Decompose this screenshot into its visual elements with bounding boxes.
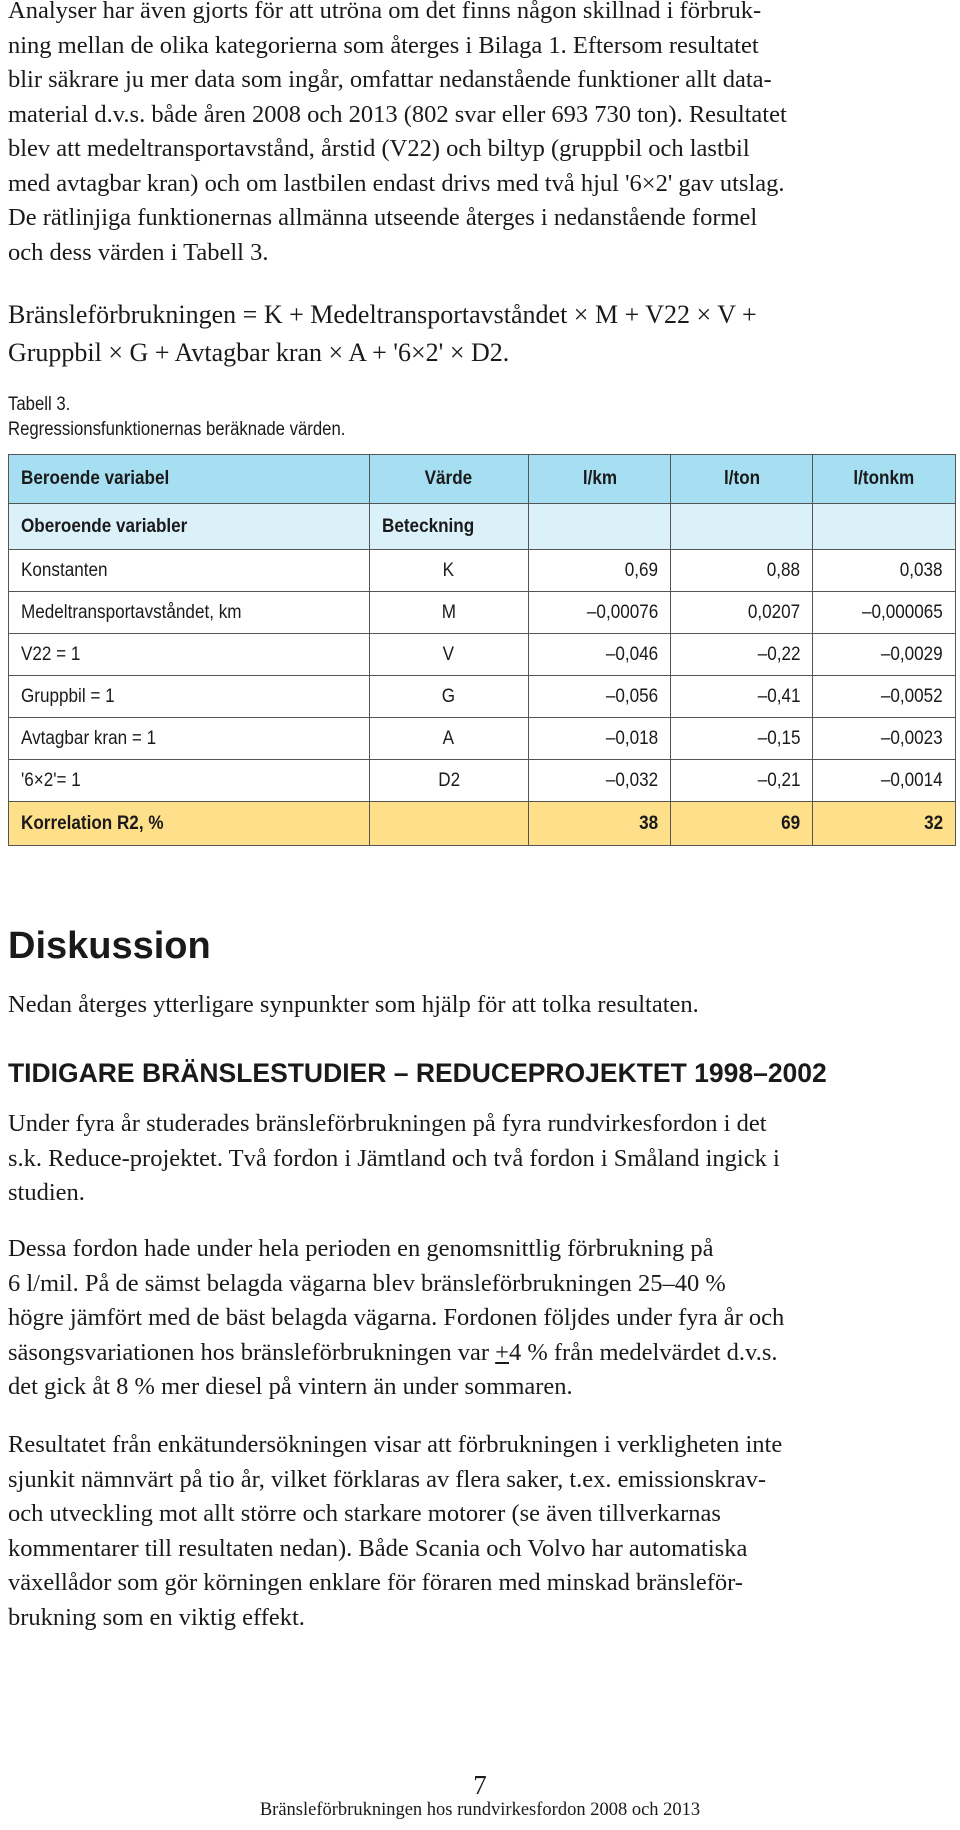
- table-row: [9, 634, 956, 676]
- paragraph-line: brukning som en viktig effekt.: [8, 1603, 305, 1631]
- footer-cell: 32: [813, 802, 956, 846]
- table-cell: 0,0207: [671, 592, 813, 634]
- subheader-cell: [813, 504, 956, 550]
- subsection-heading: TIDIGARE BRÄNSLESTUDIER – REDUCEPROJEKTET 1998–2002: [8, 1058, 827, 1088]
- table-cell: –0,21: [671, 760, 813, 802]
- footer-cell: Korrelation R2, %: [9, 802, 370, 846]
- footer-cell: [369, 802, 528, 846]
- paragraph-line: och utveckling mot allt större och starkare motorer (se även tillverkarnas: [8, 1500, 721, 1527]
- page-footer-title: Bränsleförbrukningen hos rundvirkesfordon 2008 och 2013: [259, 1800, 701, 1820]
- header-cell: Beroende variabel: [9, 455, 370, 504]
- table-cell: –0,0023: [813, 718, 956, 760]
- table-cell: –0,41: [671, 676, 813, 718]
- table-cell: –0,0029: [813, 634, 956, 676]
- formula-line-2: Gruppbil × G + Avtagbar kran × A + '6×2' × D2.: [8, 338, 510, 367]
- reduce-paragraph-2: [8, 1232, 948, 1405]
- footer-cell: 38: [529, 802, 671, 846]
- table-cell: –0,018: [529, 718, 671, 760]
- paragraph-line: det gick åt 8 % mer diesel på vintern än under sommaren.: [8, 1373, 573, 1400]
- table-cell: 0,88: [671, 550, 813, 592]
- paragraph-line: 6 l/mil. På de sämst belagda vägarna blev bränsleförbrukningen 25–40 %: [8, 1269, 726, 1297]
- discussion-heading: Diskussion: [8, 925, 211, 967]
- paragraph-line: [8, 1336, 948, 1371]
- table-caption-label: Tabell 3.: [8, 394, 71, 415]
- intro-line: och dess värden i Tabell 3.: [8, 238, 269, 266]
- paragraph-line: s.k. Reduce-projektet. Två fordon i Jämtland och två fordon i Småland ingick i: [8, 1144, 780, 1172]
- discussion-text: Nedan återges ytterligare synpunkter som hjälp för att tolka resultaten.: [8, 991, 699, 1018]
- paragraph-line: högre jämfört med de bäst belagda vägarna. Fordonen följdes under fyra år och: [8, 1304, 785, 1331]
- table-cell: V22 = 1: [9, 634, 370, 676]
- subheader-cell: [529, 504, 671, 550]
- table-cell: A: [369, 718, 528, 760]
- subheader-cell: Beteckning: [369, 504, 528, 550]
- table-cell: 0,69: [529, 550, 671, 592]
- table-row: [9, 550, 956, 592]
- paragraph-line: sjunkit nämnvärt på tio år, vilket förklaras av flera saker, t.ex. emissionskrav-: [8, 1465, 766, 1493]
- paragraph-line: växellådor som gör körningen enklare för föraren med minskad bränsleför-: [8, 1569, 743, 1596]
- header-cell: l/km: [529, 455, 671, 504]
- table-cell: 0,038: [813, 550, 956, 592]
- intro-line: blir säkrare ju mer data som ingår, omfattar nedanstående funktioner allt data-: [8, 66, 772, 93]
- table-cell: –0,0014: [813, 760, 956, 802]
- table-cell: Gruppbil = 1: [9, 676, 370, 718]
- header-cell: Värde: [369, 455, 528, 504]
- table-cell: –0,032: [529, 760, 671, 802]
- table-cell: D2: [369, 760, 528, 802]
- table-header-row: [9, 455, 956, 504]
- paragraph-line: kommentarer till resultaten nedan). Både Scania och Volvo har automatiska: [8, 1534, 748, 1562]
- subheader-cell: [671, 504, 813, 550]
- table-cell: –0,22: [671, 634, 813, 676]
- table-cell: M: [369, 592, 528, 634]
- table-cell: Konstanten: [9, 550, 370, 592]
- page-number: 7: [473, 1770, 487, 1800]
- intro-line: blev att medeltransportavstånd, årstid (V22) och biltyp (gruppbil och lastbil: [8, 135, 750, 162]
- table-cell: –0,000065: [813, 592, 956, 634]
- paragraph-line: Dessa fordon hade under hela perioden en genomsnittlig förbrukning på: [8, 1235, 714, 1262]
- table-cell: '6×2'= 1: [9, 760, 370, 802]
- intro-line: med avtagbar kran) och om lastbilen endast drivs med två hjul '6×2' gav utslag.: [8, 169, 785, 197]
- table-cell: K: [369, 550, 528, 592]
- table-row: [9, 676, 956, 718]
- table-cell: –0,056: [529, 676, 671, 718]
- survey-paragraph: [8, 1428, 948, 1635]
- table-subheader-row: [9, 504, 956, 550]
- header-cell: l/tonkm: [813, 455, 956, 504]
- table-cell: Avtagbar kran = 1: [9, 718, 370, 760]
- footer-cell: 69: [671, 802, 813, 846]
- line-fragment: 4 % från medelvärdet d.v.s.: [508, 1338, 778, 1366]
- table-row: [9, 760, 956, 802]
- line-fragment: säsongsvariationen hos bränsleförbrukningen var: [8, 1338, 496, 1366]
- table-caption: [8, 392, 391, 442]
- table-footer-row: [9, 802, 956, 846]
- fuel-formula: [8, 296, 948, 372]
- table-cell: –0,046: [529, 634, 671, 676]
- table-row: [9, 718, 956, 760]
- subheader-cell: Oberoende variabler: [9, 504, 370, 550]
- table-row: [9, 592, 956, 634]
- paragraph-line: Resultatet från enkätundersökningen visar att förbrukningen i verkligheten inte: [8, 1431, 783, 1458]
- formula-line-1: Bränsleförbrukningen = K + Medeltransportavståndet × M + V22 × V +: [8, 300, 757, 329]
- table-cell: V: [369, 634, 528, 676]
- intro-line: Analyser har även gjorts för att utröna om det finns någon skillnad i förbruk-: [8, 0, 762, 24]
- reduce-paragraph-1: [8, 1107, 948, 1211]
- intro-paragraph: [8, 0, 948, 270]
- table-cell: –0,15: [671, 718, 813, 760]
- table-caption-title: Regressionsfunktionernas beräknade värden.: [8, 419, 346, 440]
- paragraph-line: studien.: [8, 1179, 85, 1206]
- table-cell: Medeltransportavståndet, km: [9, 592, 370, 634]
- intro-line: De rätlinjiga funktionernas allmänna utseende återges i nedanstående formel: [8, 204, 758, 231]
- intro-line: ning mellan de olika kategorierna som återges i Bilaga 1. Eftersom resultatet: [8, 31, 759, 59]
- table-cell: –0,0052: [813, 676, 956, 718]
- plus-minus-sign: +: [495, 1338, 509, 1366]
- paragraph-line: Under fyra år studerades bränsleförbrukningen på fyra rundvirkesfordon i det: [8, 1110, 767, 1137]
- header-cell: l/ton: [671, 455, 813, 504]
- table-cell: G: [369, 676, 528, 718]
- table-cell: –0,00076: [529, 592, 671, 634]
- intro-line: material d.v.s. både åren 2008 och 2013 (802 svar eller 693 730 ton). Resultatet: [8, 100, 787, 128]
- regression-table: [8, 454, 956, 846]
